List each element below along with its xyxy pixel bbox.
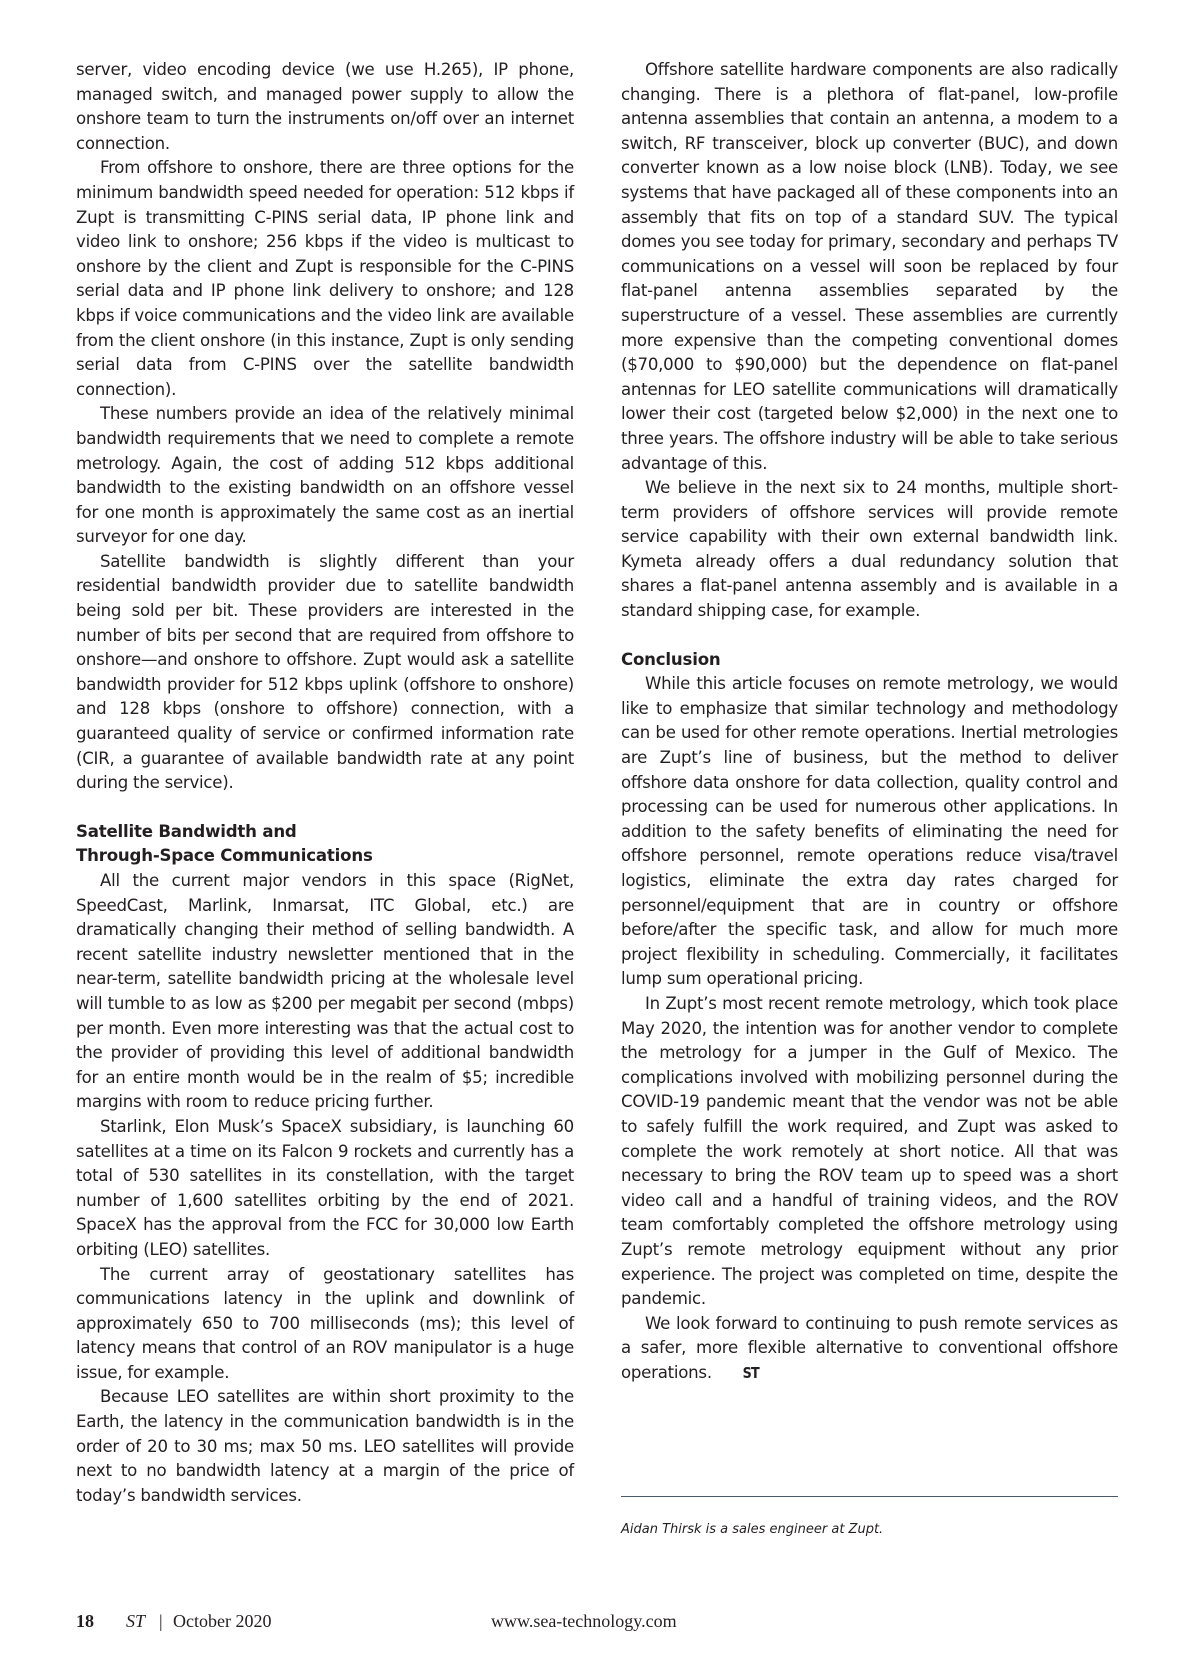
conclusion-heading: Conclusion (621, 649, 721, 669)
right-column (621, 58, 1118, 1385)
section-heading-line-1: Satellite Bandwidth and (76, 821, 297, 841)
magazine-name: ST (126, 1611, 146, 1631)
section-heading (76, 820, 574, 869)
paragraph: The current array of geostationary satellites has communications latency in the uplink and downlink of approximately 650 to 700 milliseconds (ms); this level of latency means that control of an ROV manipulator is a huge issue, for example. (76, 1264, 574, 1382)
left-column (76, 58, 574, 1508)
paragraph: All the current major vendors in this space (RigNet, SpeedCast, Marlink, Inmarsat, ITC Global, etc.) are dramatically changing their method of selling bandwidth. A recent satellite industry newsletter mentioned that in the near-term, satellite bandwidth pricing at the wholesale level will tumble to as low as $200 per megabit per second (mbps) per month. Even more interesting was that the actual cost to the provider of providing this level of additional bandwidth for an entire month would be in the realm of $5; incredible margins with room to reduce pricing further. (76, 871, 574, 1112)
website-url: www.sea-technology.com (491, 1611, 677, 1631)
final-paragraph (621, 1312, 1118, 1386)
paragraph: We believe in the next six to 24 months, multiple short-term providers of offshore services will provide remote service capability with their own external bandwidth link. Kymeta already offers a dual redundancy solution that shares a flat-panel antenna assembly and is available in a standard shipping case, for example. (621, 478, 1118, 621)
final-paragraph-text: We look forward to continuing to push remote services as a safer, more flexible alternative to conventional offshore operations. (621, 1313, 1118, 1382)
paragraph: Starlink, Elon Musk’s SpaceX subsidiary, is launching 60 satellites at a time on its Falcon 9 rockets and currently has a total of 530 satellites in its constellation, with the target number of 1,600 satellites orbiting by the end of 2021. SpaceX has the approval from the FCC for 30,000 low Earth orbiting (LEO) satellites. (76, 1116, 574, 1259)
paragraph: Satellite bandwidth is slightly different than your residential bandwidth provider due to satellite bandwidth being sold per bit. These providers are interested in the number of bits per second that are required from offshore to onshore—and onshore to offshore. Zupt would ask a satellite bandwidth provider for 512 kbps uplink (offshore to onshore) and 128 kbps (onshore to offshore) connection, with a guaranteed quality of service or confirmed information rate (CIR, a guarantee of available bandwidth rate at any point during the service). (76, 551, 574, 793)
paragraph: These numbers provide an idea of the relatively minimal bandwidth requirements that we need to complete a remote metrology. Again, the cost of adding 512 kbps additional bandwidth to the existing bandwidth on an offshore vessel for one month is approximately the same cost as an inertial surveyor for one day. (76, 404, 574, 547)
section-spacer (621, 624, 1118, 648)
paragraph: Because LEO satellites are within short proximity to the Earth, the latency in the communication bandwidth is in the order of 20 to 30 ms; max 50 ms. LEO satellites will provide next to no bandwidth latency at a margin of the price of today’s bandwidth services. (76, 1387, 574, 1505)
end-mark-logo: ST (742, 1363, 759, 1382)
paragraph: server, video encoding device (we use H.265), IP phone, managed switch, and managed power supply to allow the onshore team to turn the instruments on/off over an internet connection. (76, 60, 574, 153)
section-heading-line-2: Through-Space Communications (76, 846, 373, 866)
byline-divider (621, 1496, 1118, 1497)
footer-separator: | (159, 1611, 163, 1631)
paragraph: Offshore satellite hardware components are also radically changing. There is a plethora of flat-panel, low-profile antenna assemblies that contain an antenna, a modem to a switch, RF transceiver, block up converter (BUC), and down converter known as a low noise block (LNB). Today, we see systems that have packaged all of these components into an assembly that fits on top of a standard SUV. The typical domes you see today for primary, secondary and perhaps TV communications on a vessel will soon be replaced by four flat-panel antenna assemblies separated by the superstructure of a vessel. These assemblies are currently more expensive than the competing conventional domes ($70,000 to $90,000) but the dependence on flat-panel antennas for LEO satellite communications will dramatically lower their cost (targeted below $2,000) in the next one to three years. The offshore industry will be able to take serious advantage of this. (621, 60, 1118, 473)
section-spacer (76, 796, 574, 820)
page-number: 18 (76, 1611, 94, 1631)
issue-date: October 2020 (173, 1611, 272, 1631)
author-byline: Aidan Thirsk is a sales engineer at Zupt. (621, 1522, 884, 1537)
paragraph: From offshore to onshore, there are three options for the minimum bandwidth speed needed for operation: 512 kbps if Zupt is transmitting C-PINS serial data, IP phone link and video link to onshore; 256 kbps if the video is multicast to onshore by the client and Zupt is responsible for the C-PINS serial data and IP phone link delivery to onshore; and 128 kbps if voice communications and the video link are available from the client onshore (in this instance, Zupt is only sending serial data from C-PINS over the satellite bandwidth connection). (76, 158, 574, 399)
paragraph: In Zupt’s most recent remote metrology, which took place May 2020, the intention was for another vendor to complete the metrology for a jumper in the Gulf of Mexico. The complications involved with mobilizing personnel during the COVID-19 pandemic meant that the vendor was not be able to safely fulfill the work required, and Zupt was asked to complete the work remotely at short notice. All that was necessary to bring the ROV team up to speed was a short video call and a handful of training videos, and the ROV team comfortably completed the offshore metrology using Zupt’s remote metrology equipment without any prior experience. The project was completed on time, despite the pandemic. (621, 993, 1118, 1309)
paragraph: While this article focuses on remote metrology, we would like to emphasize that similar technology and methodology can be used for other remote operations. Inertial metrologies are Zupt’s line of business, but the method to deliver offshore data onshore for data collection, quality control and processing can be used for numerous other applications. In addition to the safety benefits of eliminating the need for offshore personnel, remote operations reduce visa/travel logistics, eliminate the extra day rates charged for personnel/equipment that are in country or offshore before/after the specific task, and allow for much more project flexibility in scheduling. Commercially, it facilitates lump sum operational pricing. (621, 674, 1118, 989)
